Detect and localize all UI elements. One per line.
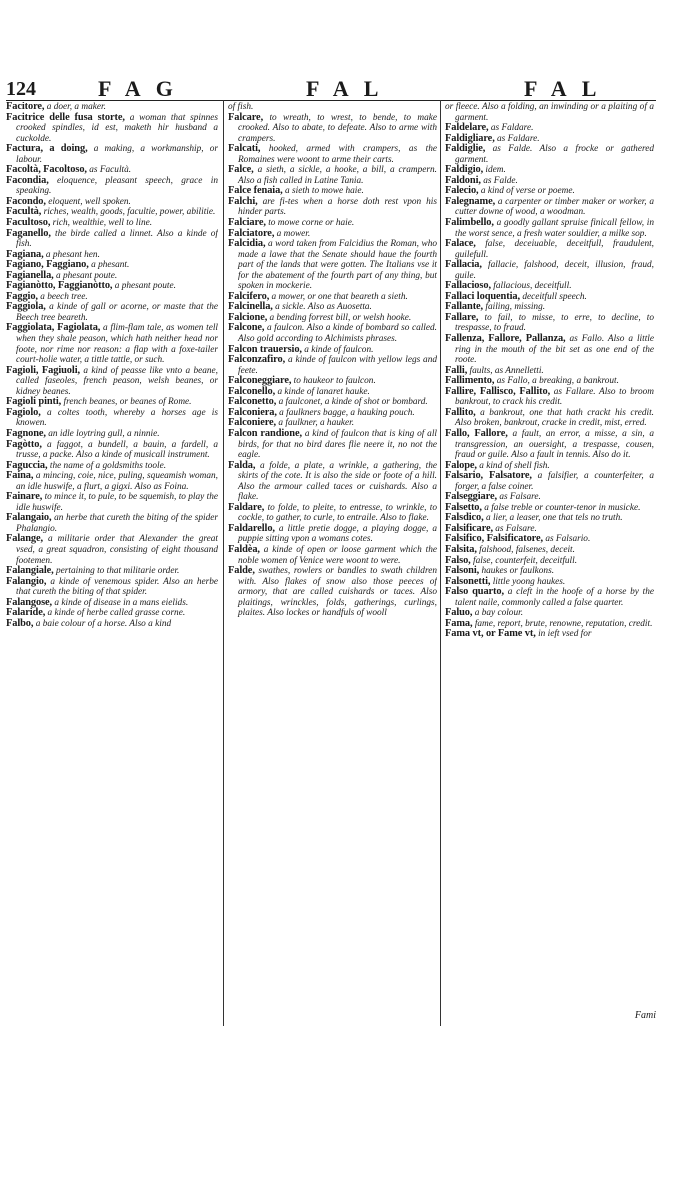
entry-headword: Faldèa, — [228, 543, 260, 555]
entry-definition: a coltes tooth, whereby a horses age is knowen. — [16, 407, 218, 429]
entry-definition: little yoong haukes. — [492, 576, 566, 587]
entry-headword: Falcon trauersio, — [228, 343, 302, 355]
entry-definition: a little pretie dogge, a playing dogge, a puppie sitting vpon a womans cotes. — [238, 523, 437, 545]
entry-definition: as Fallare. Also to broom bankrout, to crack his credit. — [455, 386, 654, 408]
entry-headword: Falangiale, — [6, 565, 54, 577]
entry-definition: as Faldare. — [497, 133, 540, 144]
entry-headword: Falcione, — [228, 311, 268, 323]
entry-definition: a faulkner, a hauker. — [278, 418, 355, 429]
entry-headword: Falconetto, — [228, 396, 277, 408]
entry-headword: Fagiano, Faggiano, — [6, 259, 89, 271]
dictionary-entry — [228, 545, 437, 566]
dictionary-entry — [445, 408, 654, 429]
dictionary-entry — [6, 302, 218, 323]
entry-headword: Fallante, — [445, 301, 484, 313]
entry-definition: false, counterfeit, deceitfull. — [473, 555, 578, 566]
entry-headword: Falegname, — [445, 195, 496, 207]
entry-definition: swathes, rowlers or bandles to swath children with. Also flakes of snow also those peeces of armory, that are called cuishards or taces. Also plaitings, wrinckles, folds, gatherings, curlings, plaites. Also lockes or handfuls of wooll — [238, 566, 437, 619]
dictionary-entry — [445, 545, 654, 556]
entry-definition: as Falde. — [483, 175, 518, 186]
entry-definition: a phesant poute. — [56, 270, 118, 281]
entry-definition: false, deceiuable, deceitfull, fraudulent, guilefull. — [455, 239, 654, 260]
entry-definition: a faggot, a bundell, a bauin, a fardell, a trusse, a packe. Also a kinde of musicall instrument. — [16, 439, 218, 461]
entry-headword: Falope, — [445, 459, 477, 471]
entry-headword: Faina, — [6, 470, 34, 482]
entry-definition: a kinde of venemous spider. Also an herbe that cureth the biting of that spider. — [16, 576, 218, 598]
entry-definition: a baie colour of a horse. Also a kind — [35, 618, 172, 629]
dictionary-entry — [445, 387, 654, 408]
entry-headword: Falseggiare, — [445, 491, 497, 503]
dictionary-entry — [6, 513, 218, 534]
headword-center: FAL — [306, 76, 394, 101]
entry-headword: Factura, a doing, — [6, 143, 88, 155]
dictionary-entry — [445, 102, 654, 123]
entry-headword: Falcone, — [228, 322, 265, 334]
entry-definition: fallacie, falshood, deceit, illusion, fraud, guile. — [455, 260, 654, 281]
entry-headword: Falcinella, — [228, 301, 273, 313]
entry-definition: a mower. — [276, 228, 311, 239]
entry-definition: a cleft in the hoofe of a horse by the talent naile, commonly called a false quarter. — [455, 587, 654, 608]
entry-definition: a lier, a leaser, one that tels no truth. — [485, 513, 623, 524]
entry-definition: french beanes, or beanes of Rome. — [63, 397, 192, 408]
entry-headword: Facondo, — [6, 195, 46, 207]
entry-headword: Falciare, — [228, 217, 266, 229]
entry-definition: riches, wealth, goods, facultie, power, abilitie. — [43, 207, 216, 218]
entry-definition: pertaining to that militarie order. — [56, 566, 180, 577]
entry-headword: Falciatore, — [228, 227, 275, 239]
dictionary-entry — [445, 260, 654, 281]
entry-headword: Facultoso, — [6, 217, 51, 229]
entry-headword: Faldoni, — [445, 174, 481, 186]
entry-headword: Falangaio, — [6, 512, 52, 524]
entry-headword: Falcon randione, — [228, 427, 302, 439]
dictionary-entry — [445, 197, 654, 218]
column-1 — [6, 102, 218, 1022]
column-rule-2 — [440, 100, 441, 1026]
entry-definition: a kind of peasse like vnto a beane, called faseoles, french peason, welsh beanes, or kidney beanes. — [16, 365, 218, 397]
dictionary-entry — [445, 471, 654, 492]
dictionary-entry — [6, 176, 218, 197]
entry-headword: Falsita, — [445, 543, 477, 555]
entry-definition: a bankrout, one that hath crackt his credit. Also broken, bankrout, cracke in credit, mist, erred. — [455, 407, 654, 429]
entry-definition: an herbe that cureth the biting of the spider Phalangio. — [16, 513, 218, 534]
entry-headword: Faggio, — [6, 290, 38, 302]
entry-headword: Fallimento, — [445, 375, 495, 387]
entry-headword: Falaride, — [6, 607, 46, 619]
entry-definition: a kinde of faulcon with yellow legs and feete. — [238, 355, 437, 376]
dictionary-entry — [228, 461, 437, 503]
dictionary-entry — [445, 239, 654, 260]
entry-definition: a bay colour. — [474, 608, 524, 619]
entry-definition: a kind of faulcon that is king of all birds, for that no bird dares flie neere it, no not the eagle. — [238, 428, 437, 461]
entry-definition: a faulcon. Also a kinde of bombard so called. Also gold according to Alchimists phrases. — [238, 323, 437, 345]
entry-definition: a kinde of disease in a mans eielids. — [54, 597, 189, 608]
dictionary-entry — [6, 471, 218, 492]
entry-headword: Facoltà, Facoltoso, — [6, 164, 87, 176]
entry-definition: a militarie order that Alexander the great vsed, a great squadron, consisting of eight thousand footemen. — [16, 534, 218, 566]
entry-headword: Falcati, — [228, 143, 261, 155]
dictionary-page — [6, 78, 656, 1030]
entry-headword: Falace, — [445, 238, 476, 250]
entry-headword: Fallacia, — [445, 259, 482, 271]
entry-headword: Falangose, — [6, 596, 53, 608]
entry-definition: a woman that spinnes crooked spindles, id est, maketh hir husband a cuckolde. — [16, 112, 218, 144]
entry-definition: the name of a goldsmiths toole. — [49, 460, 167, 471]
entry-definition: in ieft vsed for — [538, 629, 592, 640]
entry-definition: as Falsare. — [499, 492, 541, 503]
dictionary-entry — [228, 429, 437, 461]
entry-headword: Falli, — [445, 364, 468, 376]
entry-headword: Falsario, Falsatore, — [445, 470, 532, 482]
entry-headword: Falconeggiare, — [228, 375, 292, 387]
entry-headword: Fallaci loquentia, — [445, 290, 520, 302]
entry-headword: Falsifico, Falsificatore, — [445, 533, 544, 545]
entry-headword: Fagnone, — [6, 427, 46, 439]
entry-headword: Faldigio, — [445, 164, 484, 176]
entry-headword: Falconiera, — [228, 406, 277, 418]
entry-definition: a doer, a maker. — [46, 102, 106, 112]
entry-headword: Falimbello, — [445, 217, 494, 229]
entry-headword: Falce, — [228, 164, 254, 176]
entry-headword: Facondia, — [6, 174, 49, 186]
dictionary-entry — [228, 239, 437, 292]
entry-definition: a phesant. — [91, 260, 130, 271]
entry-headword: Faldarello, — [228, 522, 275, 534]
entry-headword: Falangio, — [6, 575, 47, 587]
entry-headword: Faldelare, — [445, 122, 489, 134]
entry-definition: failing, missing. — [485, 302, 546, 313]
entry-headword: Falconello, — [228, 385, 276, 397]
entry-definition: a phesant hen. — [45, 249, 100, 260]
dictionary-entry — [228, 113, 437, 145]
entry-headword: Fama vt, or Fame vt, — [445, 628, 536, 640]
entry-definition: a kind of shell fish. — [479, 460, 550, 471]
header-rule — [6, 100, 656, 101]
dictionary-entry — [445, 429, 654, 461]
entry-definition: a kinde of open or loose garment which the noble women of Venice were woont to were. — [238, 544, 437, 566]
headword-left: FAG — [98, 76, 188, 101]
entry-definition: the birde called a linnet. Also a kinde of fish. — [16, 228, 218, 250]
entry-definition: fame, report, brute, renowne, reputation, credit. — [474, 618, 653, 629]
entry-headword: Fagòtto, — [6, 438, 42, 450]
entry-definition: as Facultà. — [89, 165, 132, 176]
entry-definition: or fleece. Also a folding, an inwinding or a plaiting of a garment. — [445, 102, 654, 123]
dictionary-entry — [445, 144, 654, 165]
entry-headword: Fagiana, — [6, 248, 44, 260]
dictionary-entry — [228, 186, 437, 197]
entry-headword: Fallacioso, — [445, 280, 491, 292]
dictionary-entry — [6, 323, 218, 365]
entry-definition: as Falde. Also a frocke or gathered garment. — [455, 144, 654, 165]
entry-definition: idem. — [485, 165, 506, 176]
entry-headword: Falconzafiro, — [228, 354, 286, 366]
dictionary-entry — [445, 608, 654, 619]
entry-definition: falshood, falsenes, deceit. — [479, 544, 575, 555]
entry-definition: rich, wealthie, well to line. — [52, 218, 153, 229]
entry-definition: to fail, to misse, to erre, to decline, to trespasse, to fraud. — [455, 312, 654, 334]
entry-headword: Faluo, — [445, 607, 473, 619]
entry-headword: Faggiolata, Fagiolata, — [6, 322, 101, 334]
entry-headword: Falcifero, — [228, 290, 270, 302]
entry-headword: Faldigliare, — [445, 132, 495, 144]
entry-headword: Fagianòtto, Faggianòtto, — [6, 280, 113, 292]
entry-definition: a mower, or one that beareth a sieth. — [271, 291, 408, 302]
entry-definition: a flim-flam tale, as women tell when they shale peason, which hath neither head nor foote, nor rime nor reason: a flap with a foxe-tailer court-holie water, a tittle tattle, or such. — [16, 323, 218, 366]
entry-headword: Faldare, — [228, 501, 265, 513]
entry-headword: Falce fenaia, — [228, 185, 283, 197]
dictionary-entry — [6, 492, 218, 513]
entry-definition: a faulkners bagge, a hauking pouch. — [279, 407, 415, 418]
entry-definition: eloquence, pleasant speech, grace in speaking. — [16, 175, 218, 197]
entry-headword: Fagioli, Fagiuoli, — [6, 364, 80, 376]
dictionary-entry — [6, 619, 218, 630]
entry-definition: a goodly gallant spruise finicall fellow, in the worst sence, a fresh water souldier, a milke sop. — [455, 218, 654, 239]
entry-definition: as Faldare. — [490, 123, 534, 134]
entry-definition: hooked, armed with crampers, as the Romaines were woont to arme their carts. — [238, 144, 437, 165]
entry-headword: Fainare, — [6, 491, 43, 503]
dictionary-entry — [6, 534, 218, 566]
entry-headword: Falcidia, — [228, 238, 266, 250]
entry-definition: a faulconet, a kinde of shot or bombard. — [278, 397, 428, 408]
entry-headword: Fallire, Fallisco, Fallito, — [445, 385, 551, 397]
column-rule-1 — [223, 100, 224, 1026]
entry-headword: Fama, — [445, 617, 473, 629]
entry-headword: Faldiglie, — [445, 143, 486, 155]
entry-headword: Falange, — [6, 533, 44, 545]
entry-headword: Falso, — [445, 554, 471, 566]
dictionary-entry — [6, 577, 218, 598]
headword-right: FAL — [524, 76, 612, 101]
entry-definition: to haukeor to faulcon. — [293, 376, 376, 387]
entry-definition: to mowe corne or haie. — [268, 218, 355, 229]
entry-definition: a falsifier, a counterfeiter, a forger, a false coiner. — [455, 471, 654, 492]
dictionary-entry — [228, 323, 437, 344]
entry-definition: a sickle. Also as Auosetta. — [275, 302, 372, 313]
entry-definition: eloquent, well spoken. — [48, 196, 131, 207]
entry-definition: a word taken from Falcidius the Roman, who made a lawe that the Senate should haue the fourth part of the lands that were gotten. The Italians vse it for the abatement of the fourth part of any thing, but spoken in mockerie. — [238, 239, 437, 292]
column-2 — [228, 102, 437, 1022]
entry-headword: Falchi, — [228, 195, 258, 207]
entry-headword: Falconiere, — [228, 417, 277, 429]
entry-definition: as Falsario. — [545, 534, 591, 545]
entry-headword: Fallito, — [445, 406, 476, 418]
entry-definition: fallacious, deceitfull. — [493, 281, 572, 292]
column-3 — [445, 102, 654, 1008]
dictionary-entry — [228, 355, 437, 376]
entry-headword: Fagianella, — [6, 269, 54, 281]
dictionary-entry — [228, 197, 437, 218]
entry-definition: an idle loytring gull, a ninnie. — [48, 428, 160, 439]
dictionary-entry — [6, 113, 218, 145]
dictionary-entry — [445, 218, 654, 239]
entry-headword: Fallenza, Fallore, Pallanza, — [445, 333, 566, 345]
entry-headword: Fallare, — [445, 311, 479, 323]
entry-definition: a bending forrest bill, or welsh hooke. — [269, 312, 412, 323]
entry-headword: Facitrice delle fusa storte, — [6, 111, 125, 123]
entry-definition: a sieth, a sickle, a hooke, a bill, a crampern. Also a fish called in Latine Tania. — [238, 165, 437, 186]
entry-definition: to wreath, to wrest, to bende, to make crooked. Also to abate, to defeate. Also to arme with crampers. — [238, 112, 437, 144]
entry-headword: Falsetto, — [445, 501, 482, 513]
entry-definition: deceitfull speech. — [522, 291, 587, 302]
entry-headword: Falcare, — [228, 111, 264, 123]
dictionary-entry — [228, 165, 437, 186]
entry-headword: Fagioli pinti, — [6, 396, 62, 408]
entry-definition: faults, as Annelletti. — [469, 365, 544, 376]
entry-definition: a beech tree. — [40, 291, 88, 302]
entry-definition: a kind of verse or poeme. — [480, 186, 575, 197]
entry-headword: Falso quarto, — [445, 586, 505, 598]
entry-headword: Fallo, Fallore, — [445, 427, 508, 439]
entry-headword: Fagiolo, — [6, 406, 41, 418]
entry-headword: Facitore, — [6, 102, 45, 112]
running-header — [6, 78, 656, 100]
dictionary-entry — [6, 366, 218, 398]
entry-definition: a phesant poute. — [114, 281, 176, 292]
catchword: Fami — [634, 1010, 656, 1021]
entry-definition: to mince it, to pule, to be squemish, to play the idle huswife. — [16, 492, 218, 513]
entry-definition: a kinde of gall or acorne, or maste that the Beech tree beareth. — [16, 302, 218, 323]
entry-headword: Facultà, — [6, 206, 42, 218]
dictionary-entry — [445, 334, 654, 366]
dictionary-entry — [228, 503, 437, 524]
dictionary-entry — [6, 608, 218, 619]
entry-definition: a folde, a plate, a wrinkle, a gathering, the skirts of the cote. It is also the side or foote of a hill. Also the armour called taces or cuishards. Also a flake. — [238, 460, 437, 503]
entry-definition: to folde, to pleite, to entresse, to wrinkle, to cockle, to gather, to curle, to entraile. Also to flake. — [238, 502, 437, 524]
dictionary-entry — [6, 229, 218, 250]
entry-definition: haukes or faulkons. — [481, 566, 555, 577]
entry-definition: a carpenter or timber maker or worker, a cutter downe of wood, a woodman. — [455, 196, 654, 218]
entry-headword: Falsdico, — [445, 512, 484, 524]
entry-headword: Falda, — [228, 459, 256, 471]
entry-definition: as Falsare. — [495, 523, 537, 534]
entry-definition: are fi-tes when a horse doth rest vpon his hinder parts. — [238, 196, 437, 218]
entry-headword: Falbo, — [6, 617, 34, 629]
entry-definition: a fault, an error, a misse, a sin, a transgression, an ouersight, a trespasse, cousen, fraud or guile. Also a fault in tennis. Also do it. — [455, 428, 654, 461]
entry-definition: as Fallo, a breaking, a bankrout. — [496, 376, 619, 387]
dictionary-entry — [228, 566, 437, 619]
entry-headword: Faguccia, — [6, 459, 48, 471]
entry-headword: Falsonetti, — [445, 575, 491, 587]
dictionary-entry — [228, 144, 437, 165]
dictionary-entry — [6, 408, 218, 429]
page-number: 124 — [6, 78, 36, 100]
entry-definition: of fish. — [228, 102, 254, 112]
entry-definition: a false treble or counter-tenor in musicke. — [484, 502, 641, 513]
dictionary-entry — [228, 524, 437, 545]
dictionary-entry — [6, 461, 218, 472]
dictionary-entry — [445, 629, 654, 640]
entry-definition: a kinde of faulcon. — [304, 344, 374, 355]
entry-definition: a making, a workmanship, or labour. — [16, 144, 218, 165]
entry-headword: Faggiola, — [6, 301, 46, 313]
entry-headword: Faganello, — [6, 227, 51, 239]
dictionary-entry — [6, 440, 218, 461]
dictionary-entry — [445, 313, 654, 334]
entry-headword: Falecio, — [445, 185, 479, 197]
dictionary-entry — [445, 587, 654, 608]
entry-headword: Falsificare, — [445, 522, 493, 534]
entry-headword: Falsoni, — [445, 565, 480, 577]
entry-headword: Falde, — [228, 565, 255, 577]
entry-definition: a kinde of lanaret hauke. — [277, 386, 370, 397]
entry-definition: a kinde of herbe called grasse corne. — [47, 608, 186, 619]
entry-definition: a sieth to mowe haie. — [285, 186, 364, 197]
dictionary-entry — [6, 144, 218, 165]
entry-definition: a mincing, coie, nice, puling, squeamish woman, an idle huswife, a flurt, a gigxi. Also as Foina. — [16, 471, 218, 492]
entry-definition: as Fallo. Also a little ring in the mouth of the bit set as one end of the roote. — [455, 334, 654, 366]
